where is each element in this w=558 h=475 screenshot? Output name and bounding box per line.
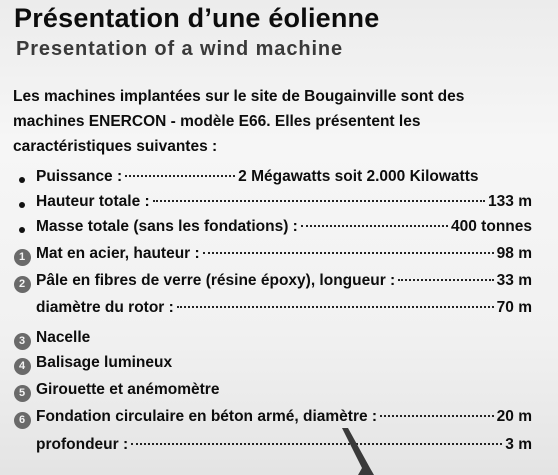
- intro-line: machines ENERCON - modèle E66. Elles présentent les: [13, 113, 421, 130]
- intro-paragraph: [13, 84, 538, 159]
- spec-label: Puissance :: [36, 168, 123, 185]
- spec-label: Fondation circulaire en béton armé, diamètre :: [36, 408, 378, 425]
- spec-label: Masse totale (sans les fondations) :: [36, 218, 298, 235]
- intro-line: caractéristiques suivantes :: [13, 138, 218, 155]
- number-4-icon: 4: [12, 358, 32, 375]
- number-2-icon: 2: [12, 276, 32, 293]
- dot-leader: [153, 200, 485, 202]
- spec-label: diamètre du rotor :: [36, 299, 174, 316]
- number-1-icon: 1: [12, 249, 32, 266]
- spec-label: Balisage lumineux: [36, 354, 173, 371]
- spec-value: 3 m: [505, 436, 532, 453]
- dot-leader: [131, 443, 502, 445]
- spec-row-masse: [12, 218, 532, 242]
- bullet-icon: [12, 177, 32, 183]
- spec-row-pale: [12, 272, 532, 296]
- bullet-icon: [12, 227, 32, 233]
- spec-row-girouette: [12, 381, 532, 405]
- spec-label: Pâle en fibres de verre (résine époxy), longueur :: [36, 272, 396, 289]
- spec-row-nacelle: [12, 329, 532, 353]
- intro-line: Les machines implantées sur le site de Bougainville sont des: [13, 88, 465, 105]
- spec-value: 2 Mégawatts soit 2.000 Kilowatts: [238, 168, 479, 185]
- spec-label: Nacelle: [36, 329, 91, 346]
- spec-label: profondeur :: [36, 436, 129, 453]
- spec-value: 70 m: [496, 299, 532, 316]
- title-english: Presentation of a wind machine: [16, 38, 344, 60]
- spec-row-rotor: [12, 299, 532, 323]
- spec-value: 133 m: [488, 193, 532, 210]
- spec-label: Hauteur totale :: [36, 193, 150, 210]
- dot-leader: [177, 306, 494, 308]
- spec-value: 98 m: [496, 245, 532, 262]
- dot-leader: [301, 225, 448, 227]
- spec-label: Girouette et anémomètre: [36, 381, 220, 398]
- dot-leader: [203, 252, 494, 254]
- spec-row-balisage: [12, 354, 532, 378]
- number-3-icon: 3: [12, 333, 32, 350]
- spec-value: 400 tonnes: [451, 218, 532, 235]
- number-6-icon: 6: [12, 412, 32, 429]
- dot-leader: [398, 279, 493, 281]
- spec-row-fondation: [12, 408, 532, 432]
- spec-value: 20 m: [496, 408, 532, 425]
- spec-row-hauteur: [12, 193, 532, 217]
- dot-leader: [125, 175, 235, 177]
- pointer-arrow-icon: [340, 428, 380, 475]
- title-french: Présentation d’une éolienne: [14, 3, 380, 33]
- spec-row-mat: [12, 245, 532, 269]
- bullet-icon: [12, 202, 32, 208]
- spec-label: Mat en acier, hauteur :: [36, 245, 200, 262]
- number-5-icon: 5: [12, 385, 32, 402]
- spec-value: 33 m: [496, 272, 532, 289]
- spec-row-puissance: [12, 168, 532, 192]
- spec-row-profondeur: [12, 436, 532, 460]
- dot-leader: [380, 415, 494, 417]
